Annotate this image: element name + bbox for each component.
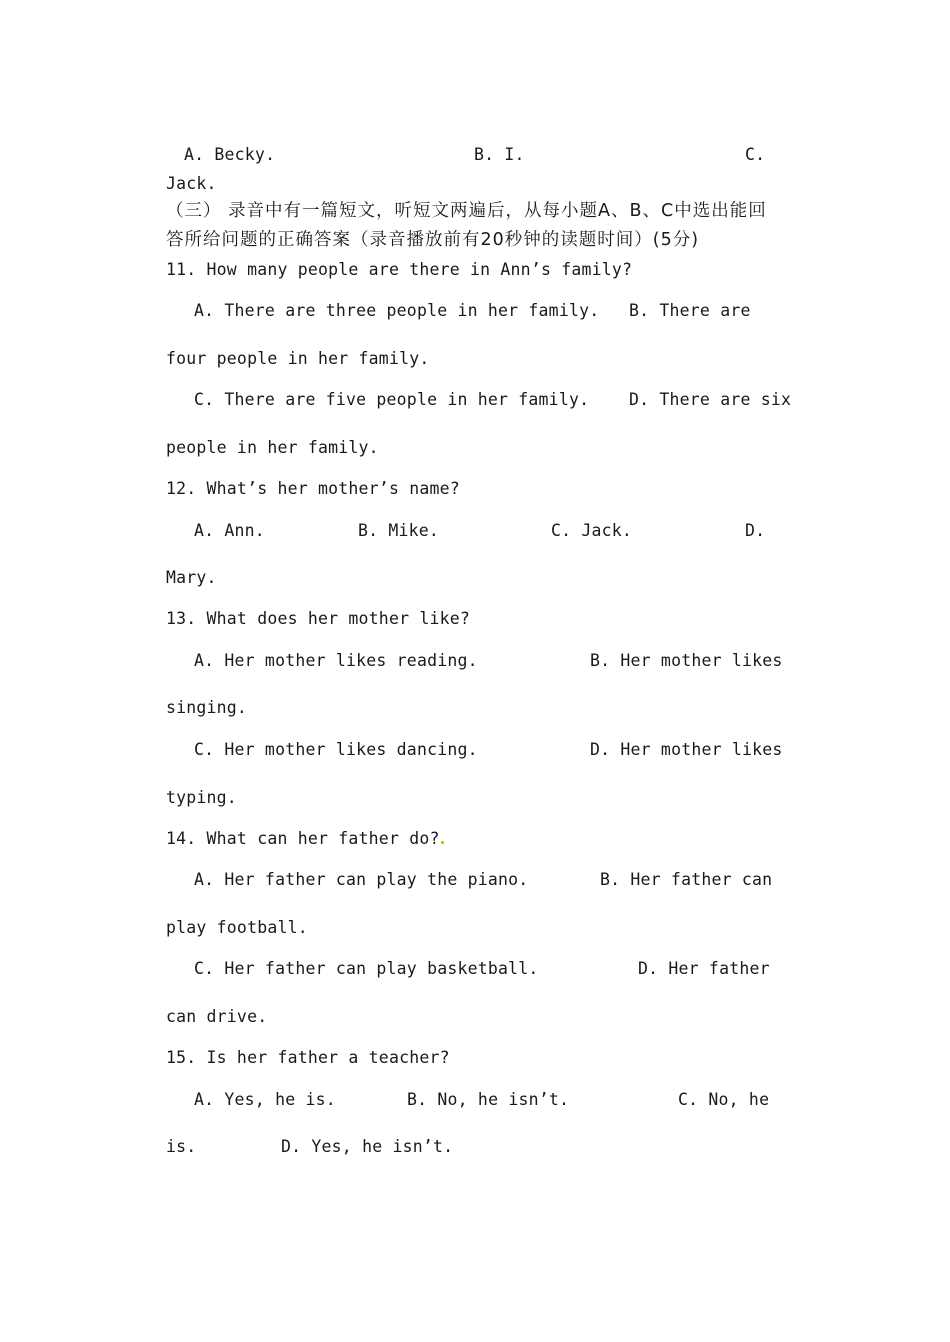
question-15: 15. Is her father a teacher? <box>166 1048 450 1067</box>
q13-option-d: D. Her mother likes <box>590 740 783 759</box>
q14-option-d-cont: can drive. <box>166 1007 268 1026</box>
prev-option-c-cont: Jack. <box>166 174 217 193</box>
q12-option-a: A. Ann. <box>194 521 265 540</box>
q13-option-c: C. Her mother likes dancing. <box>194 740 478 759</box>
q11-option-a: A. There are three people in her family. <box>194 301 600 320</box>
q15-option-c: C. No, he <box>678 1090 770 1109</box>
question-14-text: 14. What can her father do? <box>166 829 440 848</box>
prev-option-c: C. <box>745 145 766 164</box>
section-heading-line2: 答所给问题的正确答案（录音播放前有20秒钟的读题时间）(5分) <box>166 230 700 250</box>
question-13: 13. What does her mother like? <box>166 609 471 628</box>
q14-option-c: C. Her father can play basketball. <box>194 959 539 978</box>
q13-option-d-cont: typing. <box>166 788 237 807</box>
q14-option-b: B. Her father can <box>600 870 773 889</box>
q15-option-b: B. No, he isn’t. <box>407 1090 570 1109</box>
q12-option-d-cont: Mary. <box>166 568 217 587</box>
q12-option-c: C. Jack. <box>551 521 633 540</box>
stray-mark <box>441 841 444 844</box>
q13-option-b: B. Her mother likes <box>590 651 783 670</box>
prev-option-a: A. Becky. <box>184 145 276 164</box>
question-12: 12. What’s her mother’s name? <box>166 479 460 498</box>
q11-option-b: B. There are <box>629 301 751 320</box>
q11-option-d-cont: people in her family. <box>166 438 379 457</box>
q12-option-d: D. <box>745 521 766 540</box>
q12-option-b: B. Mike. <box>358 521 440 540</box>
q11-option-b-cont: four people in her family. <box>166 349 430 368</box>
q15-option-d: D. Yes, he isn’t. <box>281 1137 454 1156</box>
question-11: 11. How many people are there in Ann’s family? <box>166 260 633 279</box>
q11-option-d: D. There are six <box>629 390 792 409</box>
section-heading-line1: （三） 录音中有一篇短文，听短文两遍后，从每小题A、B、C中选出能回 <box>166 201 767 221</box>
prev-option-b: B. I. <box>474 145 525 164</box>
q15-option-c-cont: is. <box>166 1137 197 1156</box>
q14-option-d: D. Her father <box>638 959 770 978</box>
q11-option-c: C. There are five people in her family. <box>194 390 590 409</box>
q13-option-b-cont: singing. <box>166 698 248 717</box>
q13-option-a: A. Her mother likes reading. <box>194 651 478 670</box>
q15-option-a: A. Yes, he is. <box>194 1090 336 1109</box>
q14-option-a: A. Her father can play the piano. <box>194 870 529 889</box>
question-14 <box>166 828 444 850</box>
q14-option-b-cont: play football. <box>166 918 308 937</box>
